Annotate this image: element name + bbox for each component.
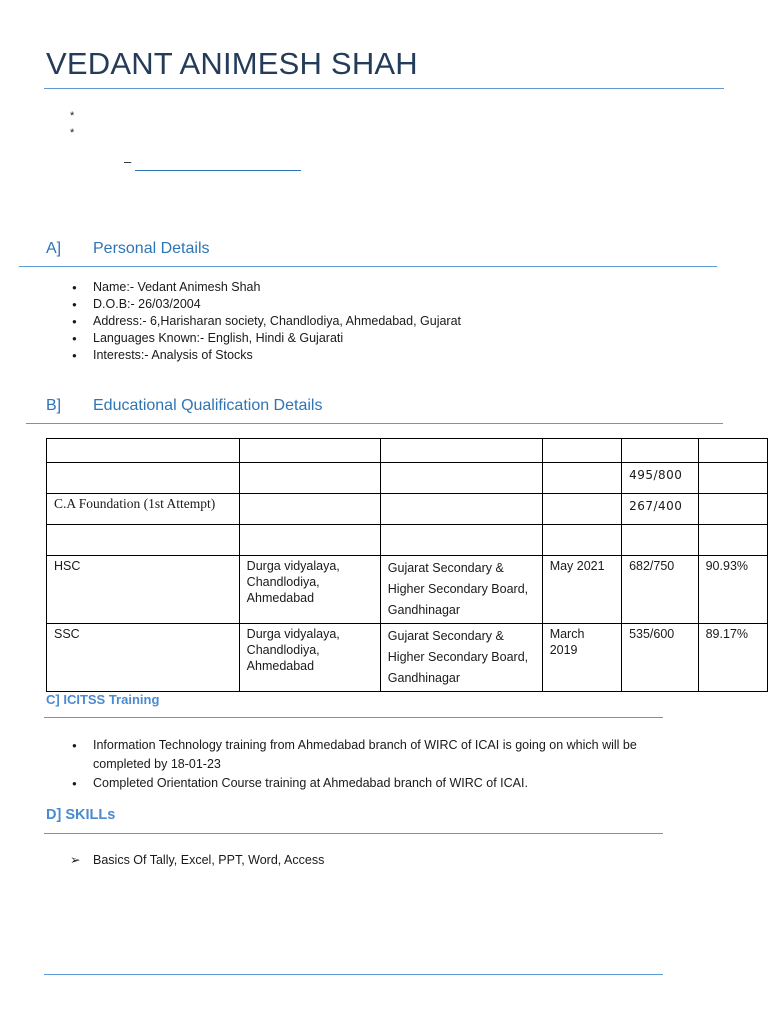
section-training-heading: C] ICITSS Training	[46, 692, 160, 707]
list-item: ● Information Technology training from Ahmedabad branch of WIRC of ICAI is going on which will be completed by 18-01-23	[70, 736, 670, 774]
table-cell	[698, 525, 767, 556]
table-cell: C.A Foundation (1st Attempt)	[47, 494, 240, 525]
title-rule	[44, 88, 724, 89]
table-cell: 89.17%	[698, 624, 767, 692]
table-cell	[47, 525, 240, 556]
table-cell: HSC	[47, 556, 240, 624]
table-cell	[47, 439, 240, 463]
table-cell: Durga vidyalaya, Chandlodiya, Ahmedabad	[239, 624, 380, 692]
dash-mark: –	[124, 154, 132, 169]
section-skills-heading: D] SKILLs	[46, 807, 116, 823]
table-row	[47, 439, 768, 463]
table-cell	[380, 439, 542, 463]
table-cell: Durga vidyalaya, Chandlodiya, Ahmedabad	[239, 556, 380, 624]
section-rule	[19, 266, 717, 267]
table-cell	[542, 463, 621, 494]
section-education-heading	[46, 397, 322, 415]
footer-rule	[44, 974, 663, 975]
table-cell: 495/800	[622, 463, 699, 494]
arrow-bullet-icon: ➢	[70, 853, 81, 867]
table-cell: March 2019	[542, 624, 621, 692]
table-cell	[542, 525, 621, 556]
table-cell	[622, 439, 699, 463]
star-marker: *	[70, 127, 75, 139]
section-letter: B]	[46, 397, 62, 414]
list-item: ● Name:- Vedant Animesh Shah	[70, 279, 461, 296]
table-row	[47, 525, 768, 556]
table-cell	[239, 525, 380, 556]
table-cell	[542, 494, 621, 525]
table-cell: 535/600	[622, 624, 699, 692]
training-list	[70, 736, 670, 793]
table-cell	[542, 439, 621, 463]
section-title: Educational Qualification Details	[93, 397, 323, 414]
table-cell	[698, 463, 767, 494]
table-cell: 90.93%	[698, 556, 767, 624]
list-item: ● Completed Orientation Course training at Ahmedabad branch of WIRC of ICAI.	[70, 774, 670, 793]
blank-underline	[135, 170, 301, 171]
table-cell: 267/400	[622, 494, 699, 525]
table-row	[47, 556, 768, 624]
section-title: Personal Details	[93, 240, 210, 257]
table-cell: Gujarat Secondary & Higher Secondary Board, Gandhinagar	[380, 556, 542, 624]
personal-details-list	[70, 279, 461, 364]
table-row	[47, 494, 768, 525]
table-cell	[622, 525, 699, 556]
table-cell	[698, 439, 767, 463]
table-cell: May 2021	[542, 556, 621, 624]
table-cell: 682/750	[622, 556, 699, 624]
table-cell	[380, 525, 542, 556]
skills-text: Basics Of Tally, Excel, PPT, Word, Access	[93, 853, 325, 867]
section-rule	[44, 833, 663, 834]
star-marker: *	[70, 110, 75, 122]
education-table	[46, 438, 768, 692]
table-cell	[380, 494, 542, 525]
table-cell	[239, 439, 380, 463]
table-cell: Gujarat Secondary & Higher Secondary Board, Gandhinagar	[380, 624, 542, 692]
table-row	[47, 624, 768, 692]
table-cell: SSC	[47, 624, 240, 692]
list-item: ● Interests:- Analysis of Stocks	[70, 347, 461, 364]
table-cell	[698, 494, 767, 525]
table-cell	[47, 463, 240, 494]
section-rule	[26, 423, 723, 424]
table-cell	[380, 463, 542, 494]
section-rule	[44, 717, 663, 718]
section-letter: A]	[46, 240, 62, 257]
skills-item	[70, 852, 324, 867]
list-item: ● Address:- 6,Harisharan society, Chandlodiya, Ahmedabad, Gujarat	[70, 313, 461, 330]
list-item: ● D.O.B:- 26/03/2004	[70, 296, 461, 313]
table-cell	[239, 463, 380, 494]
candidate-name: VEDANT ANIMESH SHAH	[46, 46, 418, 81]
section-personal-heading	[46, 240, 210, 258]
list-item: ● Languages Known:- English, Hindi & Gujarati	[70, 330, 461, 347]
table-row	[47, 463, 768, 494]
table-cell	[239, 494, 380, 525]
